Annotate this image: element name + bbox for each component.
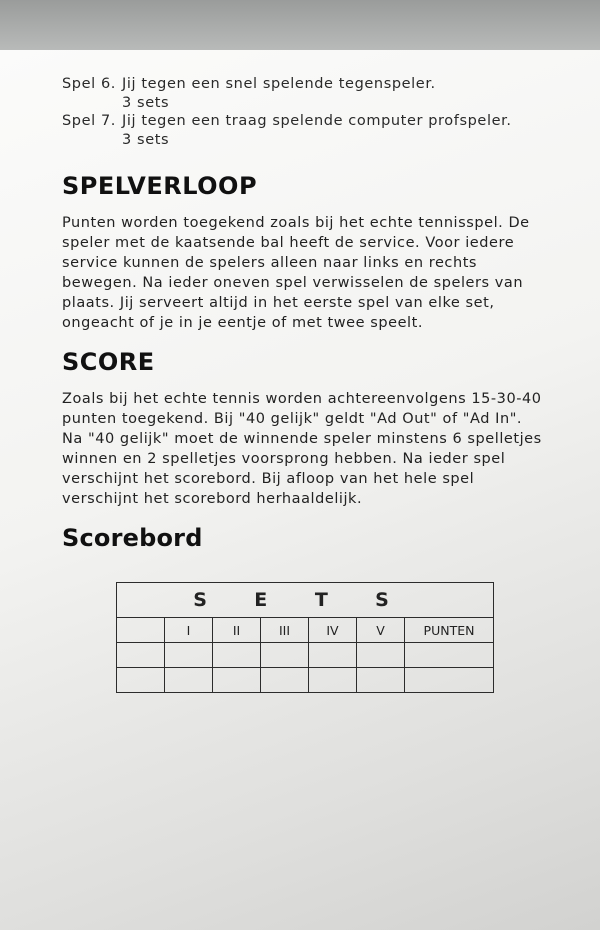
game-label: Spel 6. (62, 76, 117, 92)
set-column-header: III (261, 618, 309, 643)
scoreboard-cell (117, 643, 165, 668)
sets-letter: T (314, 589, 328, 611)
scoreboard-cell (261, 668, 309, 693)
sets-letter: S (375, 589, 389, 611)
scoreboard-cell (309, 643, 357, 668)
scoreboard-cell (261, 643, 309, 668)
top-border-band (0, 0, 600, 50)
set-column-header: IV (309, 618, 357, 643)
game-list (62, 75, 562, 149)
scoreboard-player-row (117, 643, 494, 668)
spelverloop-heading: SPELVERLOOP (62, 172, 258, 200)
sets-letter: S (193, 589, 207, 611)
scoreboard-cell (357, 668, 405, 693)
scoreboard-cell (165, 643, 213, 668)
game-description: Jij tegen een snel spelende tegenspeler. (122, 76, 436, 92)
spelverloop-text: Punten worden toegekend zoals bij het echte tennisspel. De speler met de kaatsende bal heeft de service. Voor iedere service kunnen de spelers alleen naar links en rechts bewegen. Na ieder oneven spel verwisselen de spelers van plaats. Jij serveert altijd in het eerste spel van elke set, ongeacht of je in je eentje of met twee speelt. (62, 215, 530, 331)
game-label: Spel 7. (62, 113, 117, 129)
score-heading: SCORE (62, 348, 155, 376)
set-column-header: I (165, 618, 213, 643)
game-item-7 (62, 112, 562, 149)
scoreboard-cell (165, 668, 213, 693)
set-column-header: II (213, 618, 261, 643)
sets-letter: E (254, 589, 268, 611)
player-column-header (117, 618, 165, 643)
scorebord-heading: Scorebord (62, 524, 203, 552)
set-column-header: V (357, 618, 405, 643)
scoreboard-cell (213, 668, 261, 693)
scoreboard-cell (405, 668, 494, 693)
scoreboard-title-row (117, 583, 494, 618)
scoreboard-cell (309, 668, 357, 693)
game-description: Jij tegen een traag spelende computer profspeler. (122, 113, 512, 129)
score-text: Zoals bij het echte tennis worden achtereenvolgens 15-30-40 punten toegekend. Bij "40 gelijk" geldt "Ad Out" of "Ad In". Na "40 gelijk" moet de winnende speler minstens 6 spelletjes winnen en 2 spelletjes voorsprong hebben. Na ieder spel verschijnt het scorebord. Bij afloop van het hele spel verschijnt het scorebord herhaaldelijk. (62, 391, 542, 507)
game-sets: 3 sets (122, 131, 170, 148)
scoreboard-cell (117, 668, 165, 693)
game-item-6 (62, 75, 562, 112)
game-sets: 3 sets (122, 94, 170, 111)
scoreboard-header-row (117, 618, 494, 643)
scoreboard-cell (213, 643, 261, 668)
points-column-header: PUNTEN (405, 618, 494, 643)
scoreboard-player-row (117, 668, 494, 693)
scoreboard-table (116, 582, 494, 693)
sets-title (117, 583, 494, 618)
scoreboard-cell (405, 643, 494, 668)
scoreboard-cell (357, 643, 405, 668)
